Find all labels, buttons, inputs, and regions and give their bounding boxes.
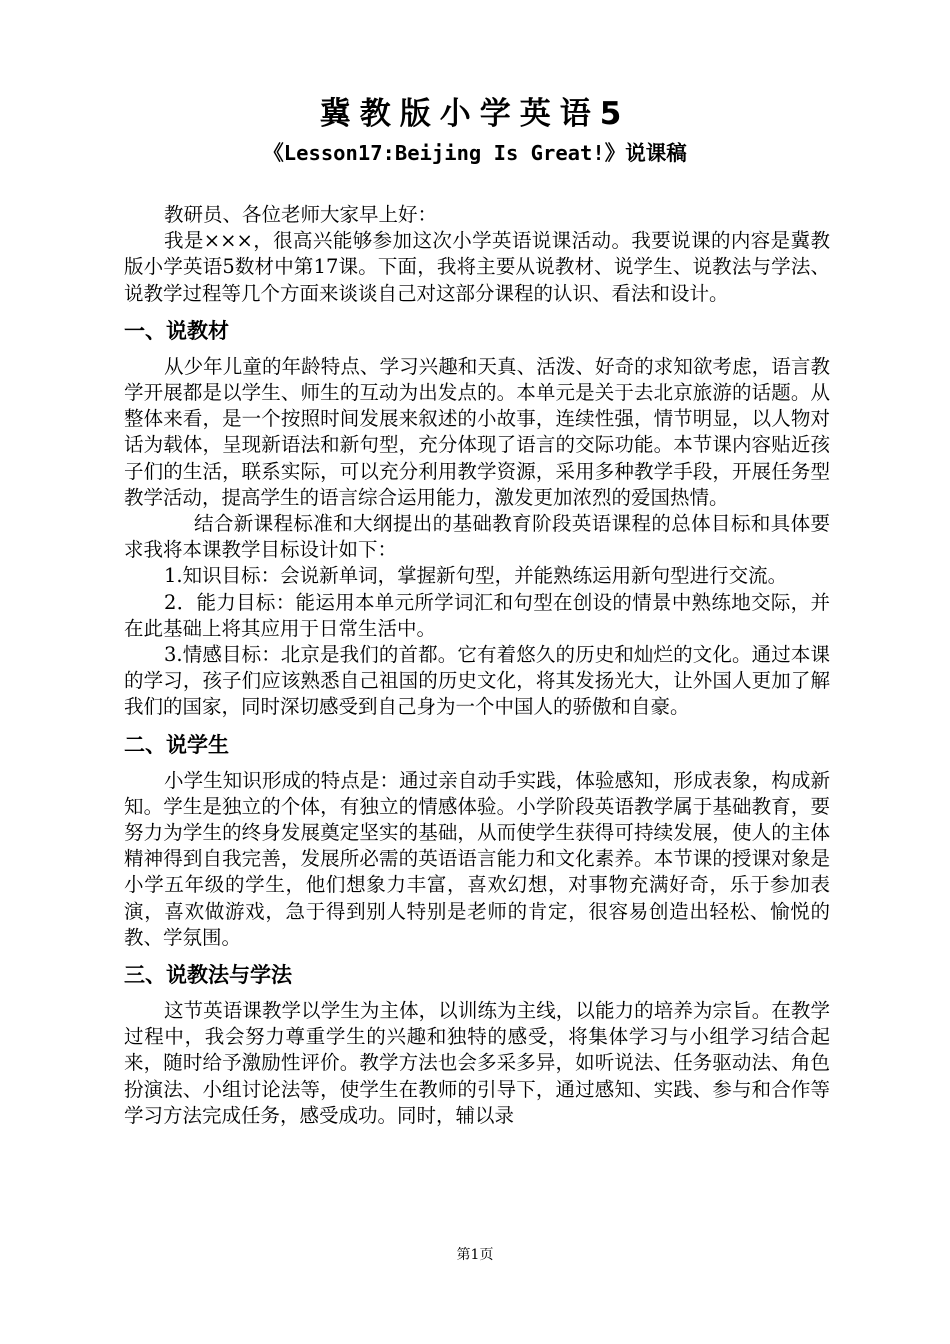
textbook-paragraph: 从少年儿童的年龄特点、学习兴趣和天真、活泼、好奇的求知欲考虑，语言教学开展都是以学生、师生的互动为出发点的。本单元是关于去北京旅游的话题。从整体来看，是一个按照时间发展来叙述的小故事，连续性强，情节明显，以人物对话为载体，呈现新语法和新句型，充分体现了语言的交际功能。本节课内容贴近孩子们的生活，联系实际，可以充分利用教学资源，采用多种教学手段，开展任务型教学活动，提高学生的语言综合运用能力，激发更加浓烈的爱国热情。 (124, 354, 830, 509)
knowledge-objective: 1.知识目标：会说新单词，掌握新句型，并能熟练运用新句型进行交流。 (164, 564, 788, 588)
greeting-paragraph: 教研员、各位老师大家早上好： (164, 203, 438, 226)
methods-paragraph: 这节英语课教学以学生为主体，以训练为主线，以能力的培养为宗旨。在教学过程中，我会努力尊重学生的兴趣和独特的感受，将集体学习与小组学习结合起来，随时给予激励性评价。教学方法也会多采多异，如听说法、任务驱动法、角色扮演法、小组讨论法等，使学生在教师的引导下，通过感知、实践、参与和合作等学习方法完成任务，感受成功。同时，辅以录 (124, 999, 830, 1127)
emotion-objective: 3.情感目标：北京是我们的首都。它有着悠久的历史和灿烂的文化。通过本课的学习，孩子们应该熟悉自己祖国的历史文化，将其发扬光大，让外国人更加了解我们的国家，同时深切感受到自己身为一个中国人的骄傲和自豪。 (124, 643, 830, 719)
document-title: 冀教版小学英语5 (319, 96, 631, 132)
document-subtitle: 《Lesson17:Beijing Is Great!》说课稿 (263, 141, 687, 165)
intro-paragraph: 我是×××，很高兴能够参加这次小学英语说课活动。我要说课的内容是冀教版小学英语5数材中第17课。下面，我将主要从说教材、说学生、说教法与学法、说教学过程等几个方面来谈谈自己对这部分课程的认识、看法和设计。 (124, 229, 830, 305)
section-heading-textbook: 一、说教材 (124, 318, 229, 343)
page-number: 第1页 (456, 1247, 494, 1263)
students-paragraph: 小学生知识形成的特点是：通过亲自动手实践，体验感知，形成表象，构成新知。学生是独立的个体，有独立的情感体验。小学阶段英语教学属于基础教育，要努力为学生的终身发展奠定坚实的基础，从而使学生获得可持续发展，使人的主体精神得到自我完善，发展所必需的英语语言能力和文化素养。本节课的授课对象是小学五年级的学生，他们想象力丰富，喜欢幻想，对事物充满好奇，乐于参加表演，喜欢做游戏，急于得到别人特别是老师的肯定，很容易创造出轻松、愉悦的教、学氛围。 (124, 768, 830, 949)
section-heading-methods: 三、说教法与学法 (124, 963, 292, 988)
document-body (124, 202, 830, 1129)
objectives-intro-paragraph: 结合新课程标准和大纲提出的基础教育阶段英语课程的总体目标和具体要求我将本课教学目标设计如下： (124, 512, 830, 562)
section-heading-students: 二、说学生 (124, 732, 229, 757)
ability-objective: 2．能力目标：能运用本单元所学词汇和句型在创设的情景中熟练地交际，并在此基础上将其应用于日常生活中。 (124, 590, 830, 640)
